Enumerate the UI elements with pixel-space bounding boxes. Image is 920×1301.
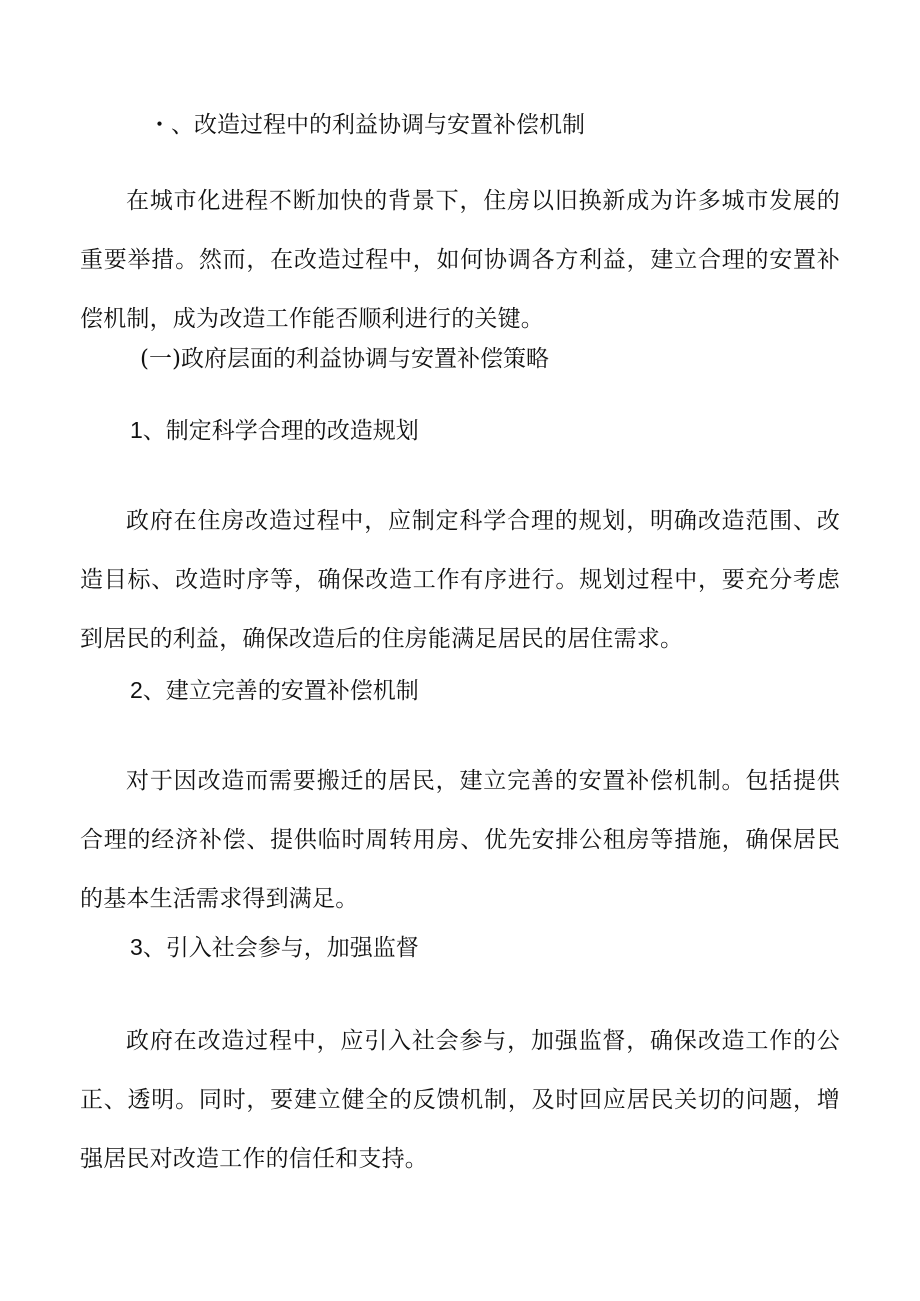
subsection-heading: (一)政府层面的利益协调与安置补偿策略: [140, 346, 549, 372]
item-number: 2: [130, 677, 143, 703]
item-title: 、制定科学合理的改造规划: [142, 418, 419, 444]
paragraph-planning: 政府在住房改造过程中，应制定科学合理的规划，明确改造范围、改造目标、改造时序等，确保改造工作有序进行。规划过程中，要充分考虑到居民的利益，确保改造后的住房能满足居民的居住需求。: [80, 508, 840, 652]
item-number: 3: [130, 934, 143, 960]
paragraph-intro: 在城市化进程不断加快的背景下，住房以旧换新成为许多城市发展的重要举措。然而，在改造过程中，如何协调各方利益，建立合理的安置补偿机制，成为改造工作能否顺利进行的关键。: [80, 188, 840, 332]
item-title: 、引入社会参与，加强监督: [142, 935, 419, 961]
paragraph-compensation: 对于因改造而需要搬迁的居民，建立完善的安置补偿机制。包括提供合理的经济补偿、提供临时周转用房、优先安排公租房等措施，确保居民的基本生活需求得到满足。: [80, 768, 840, 912]
paragraph-supervision: 政府在改造过程中，应引入社会参与，加强监督，确保改造工作的公正、透明。同时，要建立健全的反馈机制，及时回应居民关切的问题，增强居民对改造工作的信任和支持。: [80, 1028, 840, 1172]
numbered-heading-3: [130, 932, 419, 963]
numbered-heading-1: [130, 415, 419, 446]
item-number: 1: [130, 417, 143, 443]
item-title: 、建立完善的安置补偿机制: [142, 678, 419, 704]
section-heading: ・、改造过程中的利益协调与安置补偿机制: [148, 112, 585, 138]
numbered-heading-2: [130, 675, 419, 706]
